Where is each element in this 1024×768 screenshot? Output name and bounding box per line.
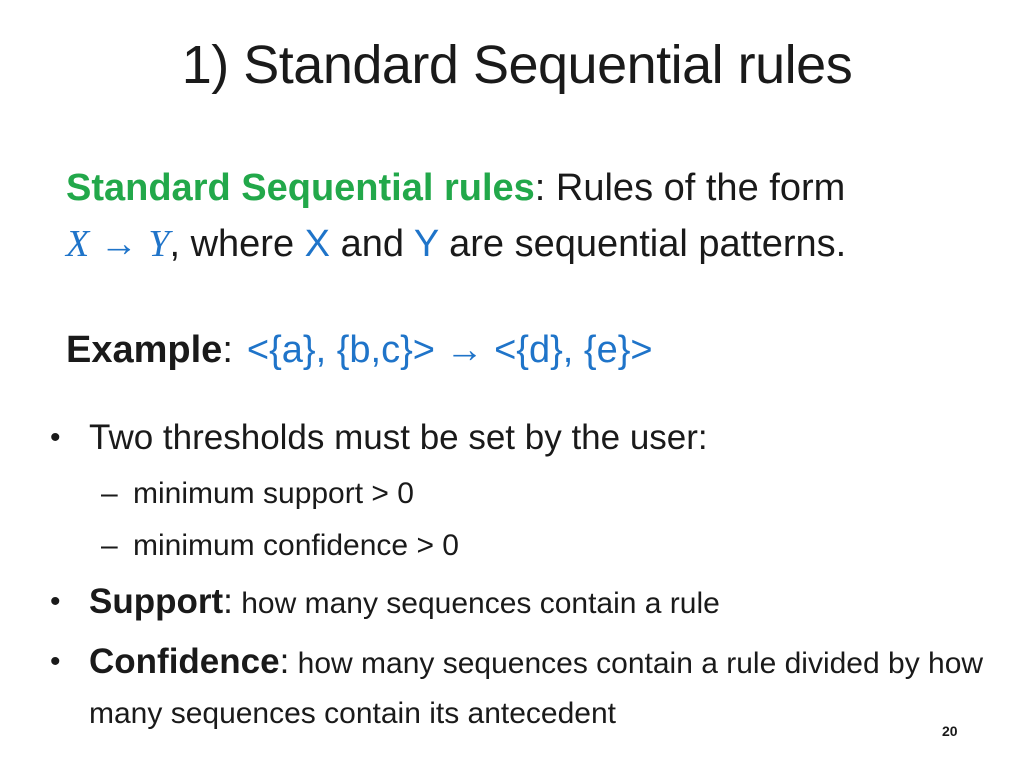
definition-text-3: and [330,223,414,265]
bullet-dot: • [50,421,61,454]
min-support-text: minimum support > 0 [133,477,414,510]
bullet-dot: • [50,645,61,678]
variable-y: Y [413,223,439,265]
bullet-support [50,578,1010,628]
definition-text-1: Rules of the form [545,167,846,209]
math-arrow: → [89,223,149,265]
sub-item-min-confidence [89,520,1010,572]
dash-marker: – [101,529,118,562]
sub-item-min-support [89,468,1010,520]
math-x: X [66,223,90,265]
definition-paragraph [66,160,966,272]
definition-term: Standard Sequential rules [66,167,535,209]
support-label: Support [89,582,224,621]
slide-title: 1) Standard Sequential rules [181,35,853,95]
support-colon: : [223,582,233,621]
confidence-colon: : [279,642,290,681]
variable-x: X [304,223,331,265]
support-text: how many sequences contain a rule [232,587,720,620]
thresholds-text: Two thresholds must be set by the user: [89,418,708,457]
example-colon: : [222,329,233,371]
min-confidence-text: minimum confidence > 0 [133,529,459,562]
confidence-text: how many sequences contain a rule divided by how many sequences contain its antecedent [89,647,984,730]
bullet-thresholds [50,414,1010,572]
dash-marker: – [101,477,118,510]
page-number: 20 [942,723,958,739]
confidence-label: Confidence [89,642,280,681]
example-line [66,325,653,375]
bullet-list [50,414,1010,738]
spacer [50,628,1010,638]
example-label: Example [66,329,223,371]
definition-colon: : [534,167,546,209]
bullet-confidence [50,638,1010,738]
threshold-sub-list [89,468,1010,572]
example-sequence: <{a}, {b,c}> → <{d}, {e}> [246,329,653,371]
definition-text-4: are sequential patterns. [438,223,847,265]
bullet-dot: • [50,585,61,618]
definition-text-2: , where [169,223,305,265]
math-y: Y [148,223,170,265]
